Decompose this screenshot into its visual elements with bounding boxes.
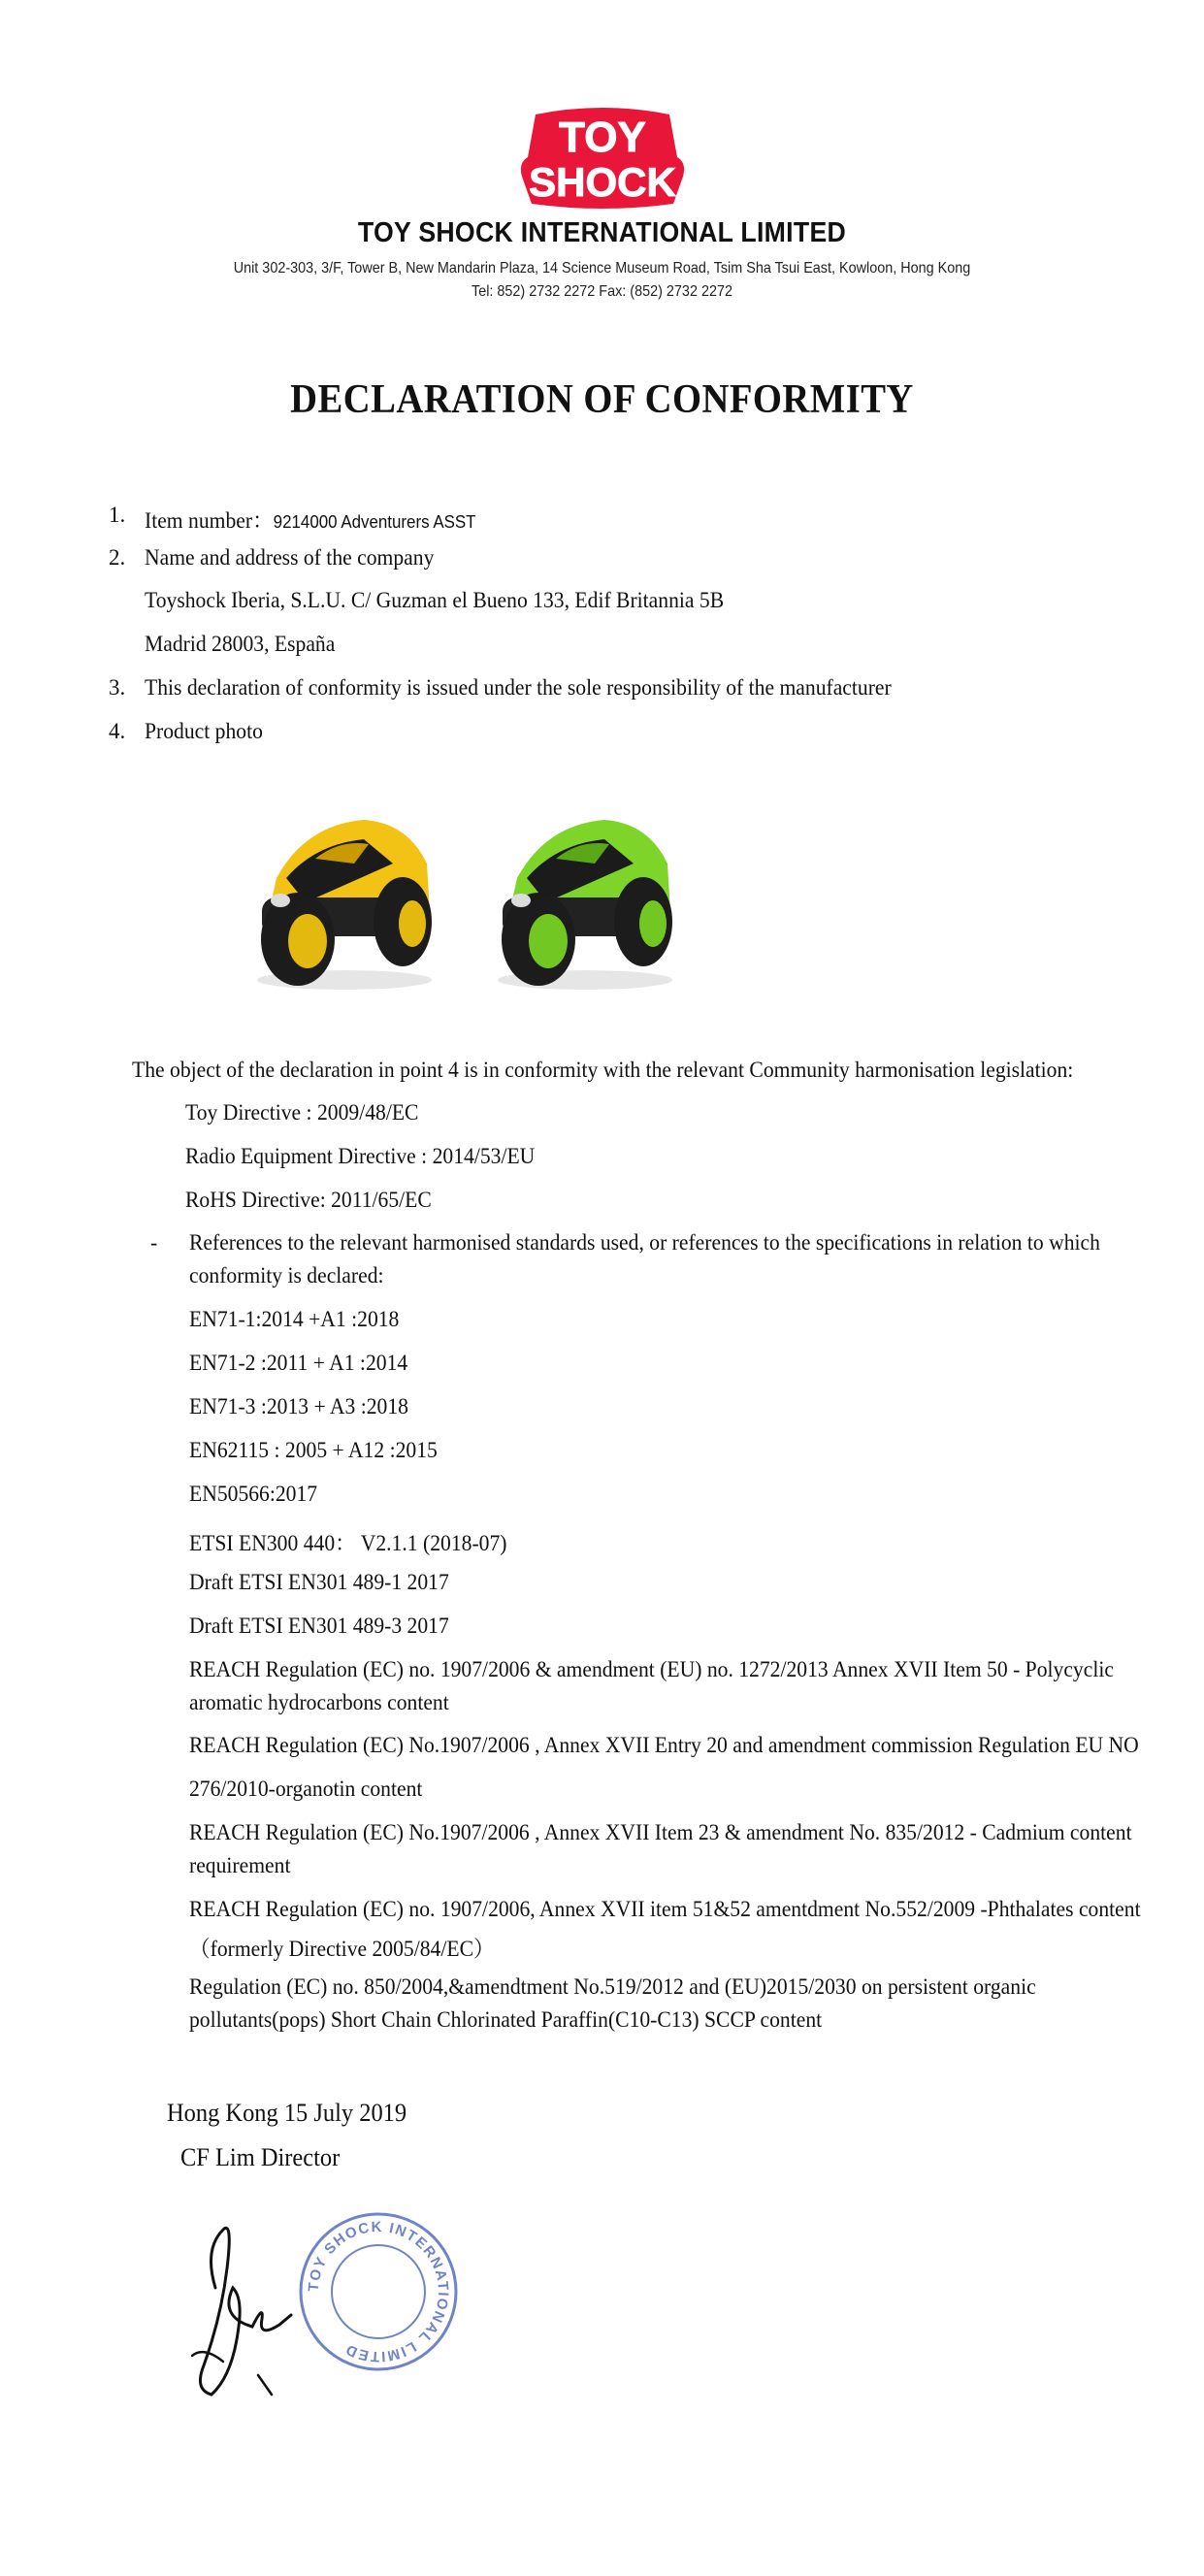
svg-text:TOY SHOCK INTERNATIONAL LIMITE: [306, 2219, 451, 2364]
responsibility-statement: This declaration of conformity is issued under the sole responsibility of the manufacturer: [145, 675, 892, 700]
company-address-line2: Madrid 28003, España: [145, 632, 336, 656]
regulation-organotin-line-2: 276/2010-organotin content: [189, 1777, 423, 1801]
stamp-text: TOY SHOCK INTERNATIONAL LIMITED: [305, 2218, 452, 2365]
standard-en71-2: EN71-2 :2011 + A1 :2014: [189, 1351, 408, 1375]
references-line-2: conformity is declared:: [189, 1263, 384, 1288]
regulation-cadmium-line-2: requirement: [189, 1853, 291, 1877]
bullet-dash: -: [150, 1230, 158, 1255]
regulation-pah-line-2: aromatic hydrocarbons content: [189, 1690, 449, 1714]
references-line-1: References to the relevant harmonised standards used, or references to the specifications in relation to which: [189, 1230, 1100, 1255]
regulation-pah-line-1: REACH Regulation (EC) no. 1907/2006 & amendment (EU) no. 1272/2013 Annex XVII Item 50 - Polycyclic: [189, 1657, 1114, 1681]
directive-toy: Toy Directive : 2009/48/EC: [185, 1100, 419, 1125]
company-name-address-label: Name and address of the company: [145, 545, 435, 570]
company-address: Unit 302-303, 3/F, Tower B, New Mandarin Plaza, 14 Science Museum Road, Tsim Sha Tsui East, Kowloon, Hong Kong: [233, 260, 971, 277]
standard-etsi-en301-489-1: Draft ETSI EN301 489-1 2017: [189, 1570, 449, 1594]
item-3-number: 3.: [109, 675, 126, 700]
company-contact: Tel: 852) 2732 2272 Fax: (852) 2732 2272: [471, 283, 732, 300]
item-2-number: 2.: [109, 545, 126, 570]
regulation-pops-line-2: pollutants(pops) Short Chain Chlorinated Paraffin(C10-C13) SCCP content: [189, 2007, 823, 2032]
item-1-number: 1.: [109, 503, 126, 527]
standard-en50566: EN50566:2017: [189, 1482, 318, 1506]
item-1-line: [145, 503, 476, 535]
directive-radio-equipment: Radio Equipment Directive : 2014/53/EU: [185, 1144, 536, 1168]
standard-en62115: EN62115 : 2005 + A12 :2015: [189, 1438, 438, 1462]
company-address-line1: Toyshock Iberia, S.L.U. C/ Guzman el Bueno 133, Edif Britannia 5B: [145, 588, 725, 612]
place-and-date: Hong Kong 15 July 2019: [167, 2099, 407, 2127]
standard-etsi-en300-440: ETSI EN300 440： V2.1.1 (2018-07): [189, 1531, 507, 1555]
company-seal-stamp: [297, 2210, 460, 2373]
standard-etsi-en301-489-3: Draft ETSI EN301 489-3 2017: [189, 1614, 449, 1638]
regulation-phthalates-line-1: REACH Regulation (EC) no. 1907/2006, Annex XVII item 51&52 amentdment No.552/2009 -Phthalates content: [189, 1897, 1141, 1921]
company-name: TOY SHOCK INTERNATIONAL LIMITED: [357, 217, 847, 248]
logo-text-shock: SHOCK: [529, 159, 676, 205]
item-number-label: Item number：: [145, 508, 274, 533]
product-photo-green-car: [488, 786, 682, 995]
company-logo: [503, 105, 702, 210]
document-title: DECLARATION OF CONFORMITY: [290, 377, 914, 422]
directive-rohs: RoHS Directive: 2011/65/EC: [185, 1188, 432, 1212]
item-number-value: 9214000 Adventurers ASST: [273, 512, 476, 532]
product-photo-label: Product photo: [145, 719, 263, 743]
regulation-organotin-line-1: REACH Regulation (EC) No.1907/2006 , Annex XVII Entry 20 and amendment commission Regulation EU NO: [189, 1733, 1139, 1757]
standard-en71-1: EN71-1:2014 +A1 :2018: [189, 1307, 400, 1331]
product-photo-yellow-car: [247, 786, 441, 995]
regulation-phthalates-line-2: （formerly Directive 2005/84/EC）: [189, 1937, 495, 1961]
item-4-number: 4.: [109, 719, 126, 743]
signer-name-title: CF Lim Director: [180, 2143, 341, 2171]
logo-text-toy: TOY: [559, 114, 646, 161]
conformity-intro: The object of the declaration in point 4 is in conformity with the relevant Community harmonisation legislation:: [132, 1058, 1074, 1082]
standard-en71-3: EN71-3 :2013 + A3 :2018: [189, 1394, 408, 1418]
regulation-pops-line-1: Regulation (EC) no. 850/2004,&amendtment No.519/2012 and (EU)2015/2030 on persistent organic: [189, 1974, 1036, 1999]
handwritten-signature: [165, 2210, 310, 2404]
regulation-cadmium-line-1: REACH Regulation (EC) No.1907/2006 , Annex XVII Item 23 & amendment No. 835/2012 - Cadmium content: [189, 1820, 1132, 1844]
